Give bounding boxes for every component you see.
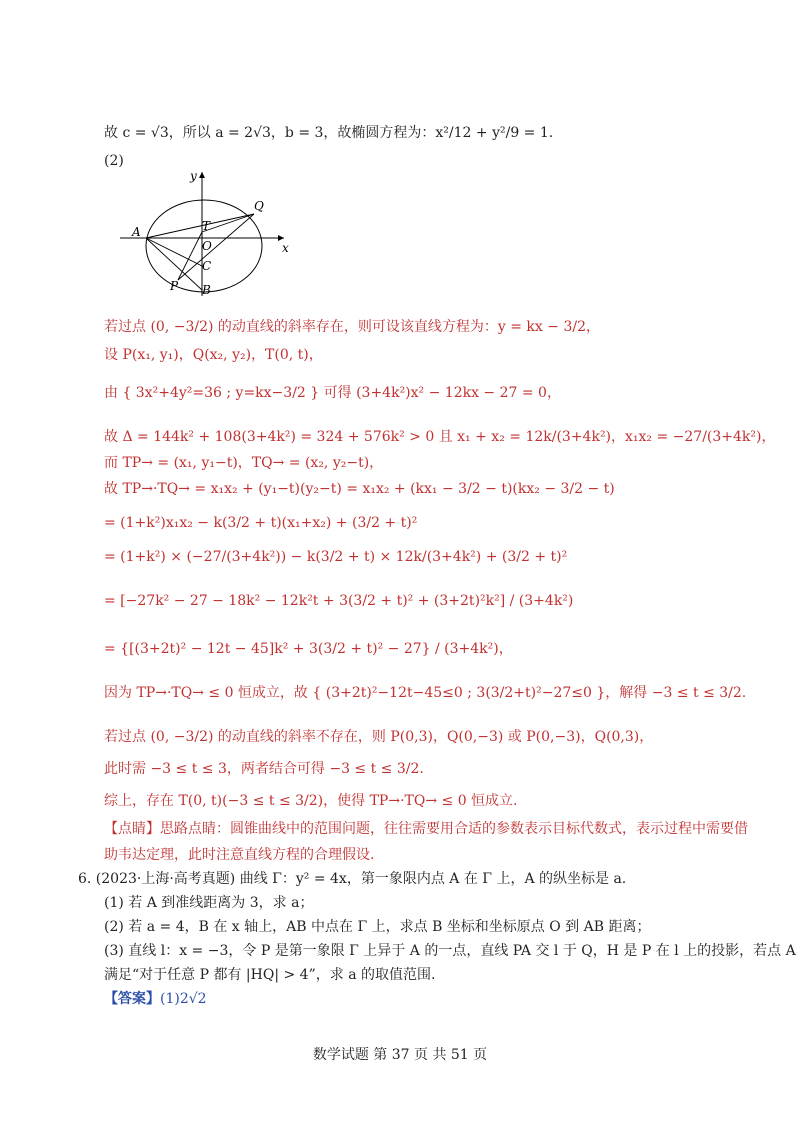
label-O: O bbox=[202, 239, 212, 253]
ellipse-diagram bbox=[112, 168, 292, 296]
question-6-title: 6. (2023·上海·高考真题) 曲线 Γ：y² = 4x，第一象限内点 A 在 Γ 上，A 的纵坐标是 a. bbox=[78, 871, 627, 887]
solution-line-set-points: 设 P(x₁, y₁)，Q(x₂, y₂)，T(0, t)， bbox=[104, 347, 323, 363]
part-2-label: (2) bbox=[104, 153, 124, 169]
solution-line-combine-2: = {[(3+2t)² − 12t − 45]k² + 3(3/2 + t)² − 27} / (3+4k²)， bbox=[104, 641, 513, 657]
segment-PQ bbox=[178, 214, 254, 280]
label-Q: Q bbox=[254, 199, 264, 213]
answer-label: 【答案】 bbox=[104, 991, 160, 1007]
solution-line-ellipse-equation: 故 c = √3，所以 a = 2√3，b = 3，故椭圆方程为：x²/12 + y²/9 = 1. bbox=[104, 125, 554, 141]
solution-line-conclusion: 综上，存在 T(0, t)(−3 ≤ t ≤ 3/2)，使得 TP→·TQ→ ≤ 0 恒成立. bbox=[104, 793, 518, 809]
solution-line-system: 由 { 3x²+4y²=36 ; y=kx−3/2 } 可得 (3+4k²)x² − 12kx − 27 = 0， bbox=[104, 385, 561, 401]
label-B: B bbox=[202, 283, 211, 296]
ellipse-figure bbox=[112, 168, 292, 296]
segment-AQ bbox=[146, 214, 254, 238]
question-6-part-3: (3) 直线 l：x = −3，令 P 是第一象限 Γ 上异于 A 的一点，直线 PA 交 l 于 Q，H 是 P 在 l 上的投影，若点 A bbox=[104, 943, 796, 959]
answer-value: (1)2√2 bbox=[160, 991, 207, 1007]
label-y: y bbox=[190, 169, 197, 183]
question-6-part-3-cont: 满足“对于任意 P 都有 |HQ| > 4”，求 a 的取值范围. bbox=[104, 967, 436, 983]
segment-AC bbox=[146, 238, 202, 266]
label-T: T bbox=[202, 219, 211, 233]
solution-line-dot-product: 故 TP→·TQ→ = x₁x₂ + (y₁−t)(y₂−t) = x₁x₂ + (kx₁ − 3/2 − t)(kx₂ − 3/2 − t) bbox=[104, 481, 615, 497]
tip-line-2: 助韦达定理，此时注意直线方程的合理假设. bbox=[104, 847, 375, 863]
solution-line-slope-exists: 若过点 (0, −3/2) 的动直线的斜率存在，则可设该直线方程为：y = kx − 3/2， bbox=[104, 319, 600, 335]
tip-line-1: 【点睛】思路点睛：圆锥曲线中的范围问题，往往需要用合适的参数表示目标代数式，表示过程中需要借 bbox=[104, 821, 748, 837]
label-C: C bbox=[202, 259, 212, 273]
solution-line-expand-1: = (1+k²)x₁x₂ − k(3/2 + t)(x₁+x₂) + (3/2 + t)² bbox=[104, 515, 418, 531]
page-footer: 数学试题 第 37 页 共 51 页 bbox=[312, 1047, 488, 1063]
y-axis-arrow bbox=[199, 172, 205, 178]
question-6-part-1: (1) 若 A 到准线距离为 3，求 a； bbox=[104, 895, 314, 911]
label-P: P bbox=[170, 279, 179, 293]
label-x: x bbox=[282, 241, 289, 255]
solution-line-combine-range: 此时需 −3 ≤ t ≤ 3，两者结合可得 −3 ≤ t ≤ 3/2. bbox=[104, 761, 424, 777]
question-6-part-2: (2) 若 a = 4，B 在 x 轴上，AB 中点在 Γ 上，求点 B 坐标和坐标原点 O 到 AB 距离； bbox=[104, 919, 651, 935]
solution-line-condition: 因为 TP→·TQ→ ≤ 0 恒成立，故 { (3+2t)²−12t−45≤0 ; 3(3/2+t)²−27≤0 }，解得 −3 ≤ t ≤ 3/2. bbox=[104, 685, 747, 701]
label-A: A bbox=[132, 225, 141, 239]
solution-line-combine-1: = [−27k² − 27 − 18k² − 12k²t + 3(3/2 + t)² + (3+2t)²k²] / (3+4k²) bbox=[104, 593, 574, 609]
solution-line-vectors: 而 TP→ = (x₁, y₁−t)，TQ→ = (x₂, y₂−t)， bbox=[104, 455, 384, 471]
solution-line-expand-2: = (1+k²) × (−27/(3+4k²)) − k(3/2 + t) × 12k/(3+4k²) + (3/2 + t)² bbox=[104, 549, 568, 565]
solution-line-discriminant: 故 Δ = 144k² + 108(3+4k²) = 324 + 576k² > 0 且 x₁ + x₂ = 12k/(3+4k²)，x₁x₂ = −27/(3+4k²)， bbox=[104, 429, 776, 445]
solution-line-slope-not-exists: 若过点 (0, −3/2) 的动直线的斜率不存在，则 P(0,3)，Q(0,−3) 或 P(0,−3)，Q(0,3)， bbox=[104, 729, 654, 745]
answer-line bbox=[104, 990, 207, 1008]
